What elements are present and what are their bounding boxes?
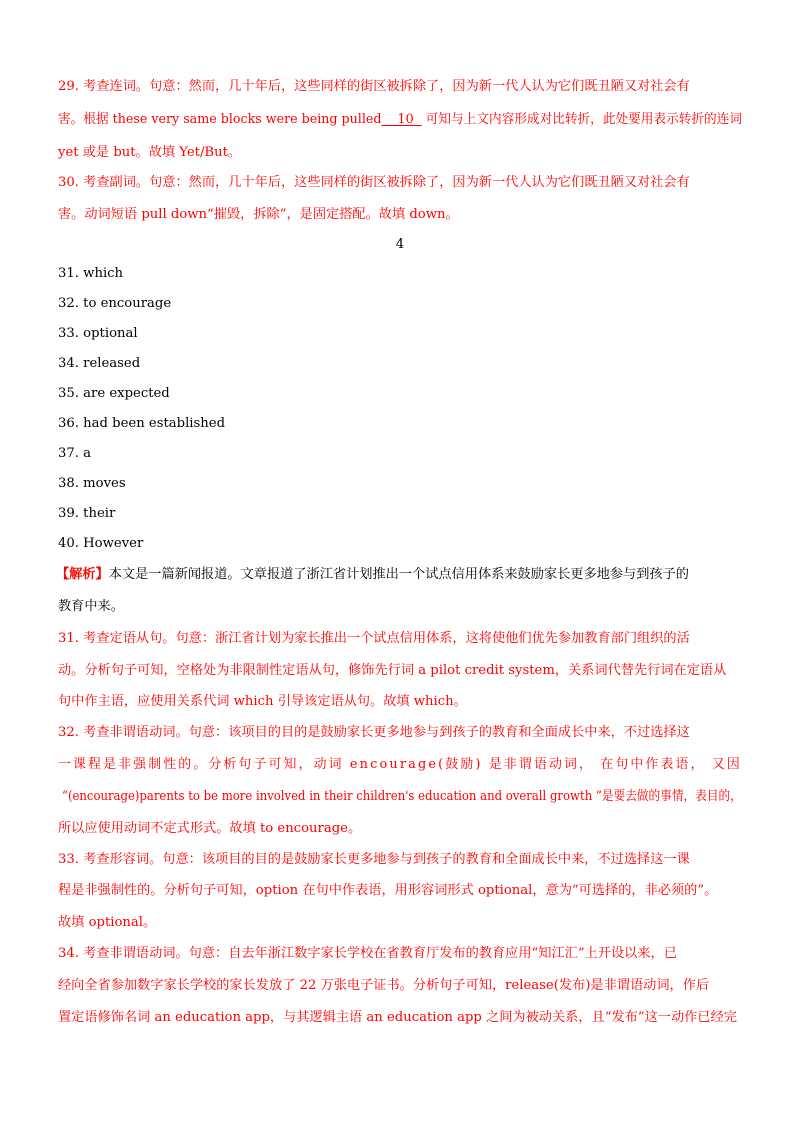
analysis-line-2: 教育中来。 — [58, 599, 124, 614]
answer-40: 40. However — [58, 536, 144, 551]
q29-line-2-a: 害。根据 these very same blocks were being pulled — [58, 112, 382, 127]
answer-35: 35. are expected — [58, 386, 170, 401]
answer-31: 31. which — [58, 266, 124, 281]
q30-line-2: 害。动词短语 pull down“摧毁，拆除”，是固定搭配。故填 down。 — [58, 207, 459, 222]
q34-line-1: 34. 考查非谓语动词。句意：自去年浙江数字家长学校在省教育厅发布的教育应用“知江汇”上开设以来，已 — [58, 946, 677, 961]
answer-34: 34. released — [58, 356, 141, 371]
q31-line-3: 句中作主语，应使用关系代词 which 引导该定语从句。故填 which。 — [58, 694, 467, 709]
q32-line-3: “(encourage)parents to be more involved in their children's education and overall growth ”是要去做的事情，表目的， — [62, 789, 742, 804]
analysis-text-1: 本文是一篇新闻报道。文章报道了浙江省计划推出一个试点信用体系来鼓励家长更多地参与到孩子的 — [108, 567, 689, 582]
answer-37: 37. a — [58, 446, 92, 461]
q33-line-2: 程是非强制性的。分析句子可知，option 在句中作表语，用形容词形式 optional，意为“可选择的，非必须的”。 — [58, 883, 718, 898]
q32-line-1: 32. 考查非谓语动词。句意：该项目的目的是鼓励家长更多地参与到孩子的教育和全面成长中来，不过选择这 — [58, 725, 690, 740]
page-number: 4 — [395, 237, 405, 252]
q29-line-2-b: 可知与上文内容形成对比转折，此处要用表示转折的连词 — [421, 112, 742, 127]
q34-line-3: 置定语修饰名词 an education app，与其逻辑主语 an education app 之间为被动关系，且“发布”这一动作已经完 — [58, 1010, 737, 1025]
q33-line-1: 33. 考查形容词。句意：该项目的目的是鼓励家长更多地参与到孩子的教育和全面成长中来，不过选择这一课 — [58, 852, 690, 867]
q33-line-3: 故填 optional。 — [58, 915, 157, 930]
q31-line-2: 动。分析句子可知，空格处为非限制性定语从句，修饰先行词 a pilot credit system，关系词代替先行词在定语从 — [58, 663, 727, 678]
answer-38: 38. moves — [58, 476, 126, 491]
answer-33: 33. optional — [58, 326, 138, 341]
q29-blank: 10 — [397, 112, 414, 127]
q29-line-3: yet 或是 but。故填 Yet/But。 — [58, 145, 242, 160]
q32-line-4: 所以应使用动词不定式形式。故填 to encourage。 — [58, 821, 362, 836]
q34-line-2: 经向全省参加数字家长学校的家长发放了 22 万张电子证书。分析句子可知，release(发布)是非谓语动词，作后 — [58, 978, 710, 993]
answer-32: 32. to encourage — [58, 296, 172, 311]
q31-line-1: 31. 考查定语从句。句意：浙江省计划为家长推出一个试点信用体系，这将使他们优先参加教育部门组织的活 — [58, 631, 690, 646]
analysis-tag: 【解析】 — [56, 567, 109, 582]
q30-line-1: 30. 考查副词。句意：然而，几十年后，这些同样的街区被拆除了，因为新一代人认为它们既丑陋又对社会有 — [58, 175, 690, 190]
analysis-line-1 — [56, 566, 689, 584]
answer-39: 39. their — [58, 506, 116, 521]
q29-line-1: 29. 考查连词。句意：然而，几十年后，这些同样的街区被拆除了，因为新一代人认为它们既丑陋又对社会有 — [58, 79, 690, 94]
q32-line-2: 一课程是非强制性的。分析句子可知，动词 encourage(鼓励) 是非谓语动词， 在句中作表语， 又因 — [58, 757, 742, 772]
answer-36: 36. had been established — [58, 416, 226, 431]
q29-line-2 — [58, 111, 742, 129]
